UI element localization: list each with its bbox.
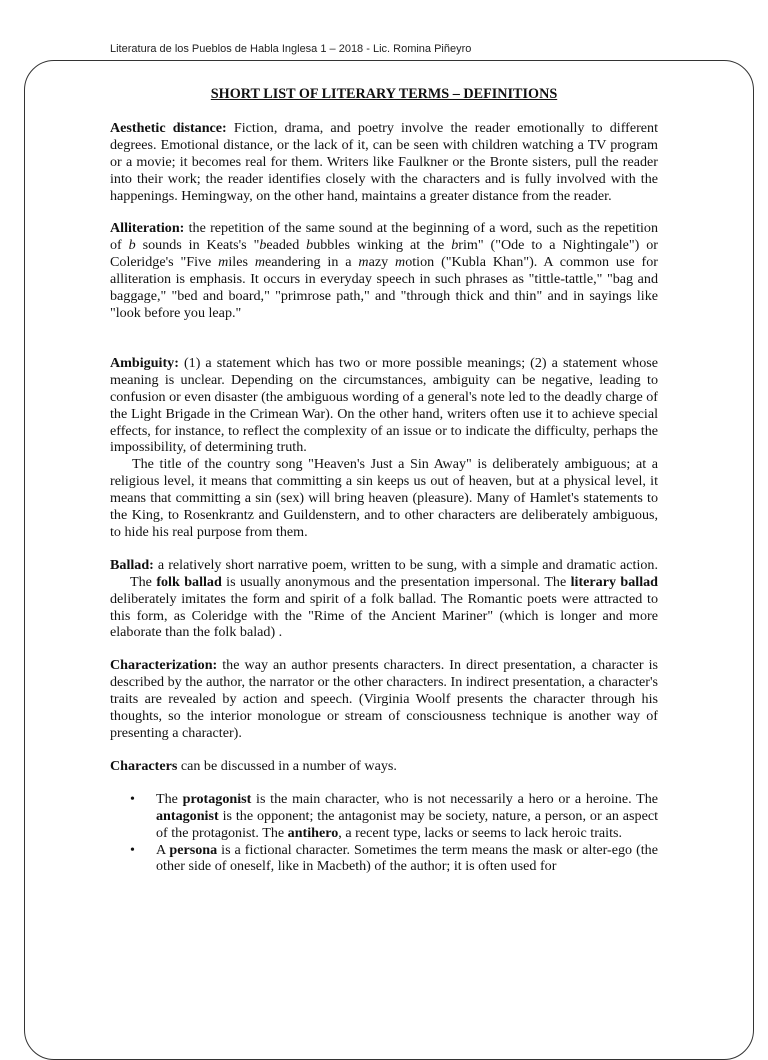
document-title: SHORT LIST OF LITERARY TERMS – DEFINITIONS: [210, 86, 558, 102]
list-item: • The protagonist is the main character, who is not necessarily a hero or a heroine. The antagonist is the opponent; the antagonist may be society, nature, a person, or an aspect of the protagonist. The antihero, a recent type, lacks or seems to lack heroic traits.: [130, 790, 658, 841]
entry-ambiguity: Ambiguity: (1) a statement which has two or more possible meanings; (2) a statement whose meaning is unclear. Depending on the circumstances, ambiguity can be negative, leading to confusion or even disaster (the ambiguous wording of a general's note led to the deadly charge of the Light Brigade in the Crimean War). On the other hand, writers often use it to achieve special effects, for instance, to reflect the complexity of an issue or to indicate the difficulty, perhaps the impossibility, of determining truth. The title of the country song "Heaven's Just a Sin Away" is deliberately ambiguous; at a religious level, it means that committing a sin keeps us out of heaven, but at a physical level, it means that committing a sin (sex) will bring heaven (pleasure). Many of Hamlet's statements to the King, to Rosenkrantz and Guildenstern, and to other characters are deliberately ambiguous, to hide his real purpose from them.: [110, 354, 658, 540]
document-body: [110, 86, 658, 875]
term-characterization: Characterization:: [110, 657, 218, 674]
list-item: • A persona is a fictional character. Sometimes the term means the mask or alter-ego (the other side of oneself, like in Macbeth) of the author; it is often used for: [130, 841, 658, 875]
term-ambiguity: Ambiguity:: [110, 354, 179, 371]
entry-characters: Characters can be discussed in a number of ways.: [110, 757, 397, 774]
characters-bullet-list: [110, 791, 658, 876]
bullet-glyph: •: [130, 841, 135, 858]
term-characters: Characters: [110, 757, 178, 774]
term-literary-ballad: literary ballad: [570, 573, 658, 590]
term-ballad: Ballad:: [110, 556, 154, 573]
term-folk-ballad: folk ballad: [156, 573, 222, 590]
spacer: [110, 338, 658, 355]
term-alliteration: Alliteration:: [110, 220, 185, 237]
entry-aesthetic-distance: [110, 120, 658, 205]
page-header: Literatura de los Pueblos de Habla Inglesa 1 – 2018 - Lic. Romina Piñeyro: [110, 43, 472, 55]
definition-aesthetic-distance: Fiction, drama, and poetry involve the reader emotionally to different degrees. Emotional distance, or the lack of it, can be seen with children watching a TV program or a movie; it becomes real for them. Writers like Faulkner or the Bronte sisters, pull the reader into their work; the reader identifies closely with the characters and is fully involved with the happenings. Hemingway, on the other hand, maintains a greater distance from the reader.: [110, 119, 658, 204]
entry-characterization: Characterization: the way an author presents characters. In direct presentation, a character is described by the author, the narrator or the other characters. In indirect presentation, a character's traits are revealed by action and speech. (Virginia Woolf presents the character through his thoughts, so the interior monologue or stream of consciousness technique is another way of presenting a character).: [110, 657, 658, 741]
term-aesthetic-distance: Aesthetic distance:: [110, 119, 227, 136]
entry-ballad: Ballad: a relatively short narrative poem, written to be sung, with a simple and dramatic action.The folk ballad is usually anonymous and the presentation impersonal. The literary ballad deliberately imitates the form and spirit of a folk ballad. The Romantic poets were attracted to this form, as Coleridge with the "Rime of the Ancient Mariner" (which is longer and more elaborate than the folk balad) .: [110, 556, 658, 641]
entry-alliteration: Alliteration: the repetition of the same sound at the beginning of a word, such as the repetition of b sounds in Keats's "beaded bubbles winking at the brim" ("Ode to a Nightingale") or Coleridge's "Five miles meandering in a mazy motion ("Kubla Khan"). A common use for alliteration is emphasis. It occurs in everyday speech in such phrases as "tittle-tattle," "bag and baggage," "bed and board," "primrose path," and "through thick and thin" and in sayings like "look before you leap.": [110, 220, 658, 321]
bullet-glyph: •: [130, 790, 135, 807]
